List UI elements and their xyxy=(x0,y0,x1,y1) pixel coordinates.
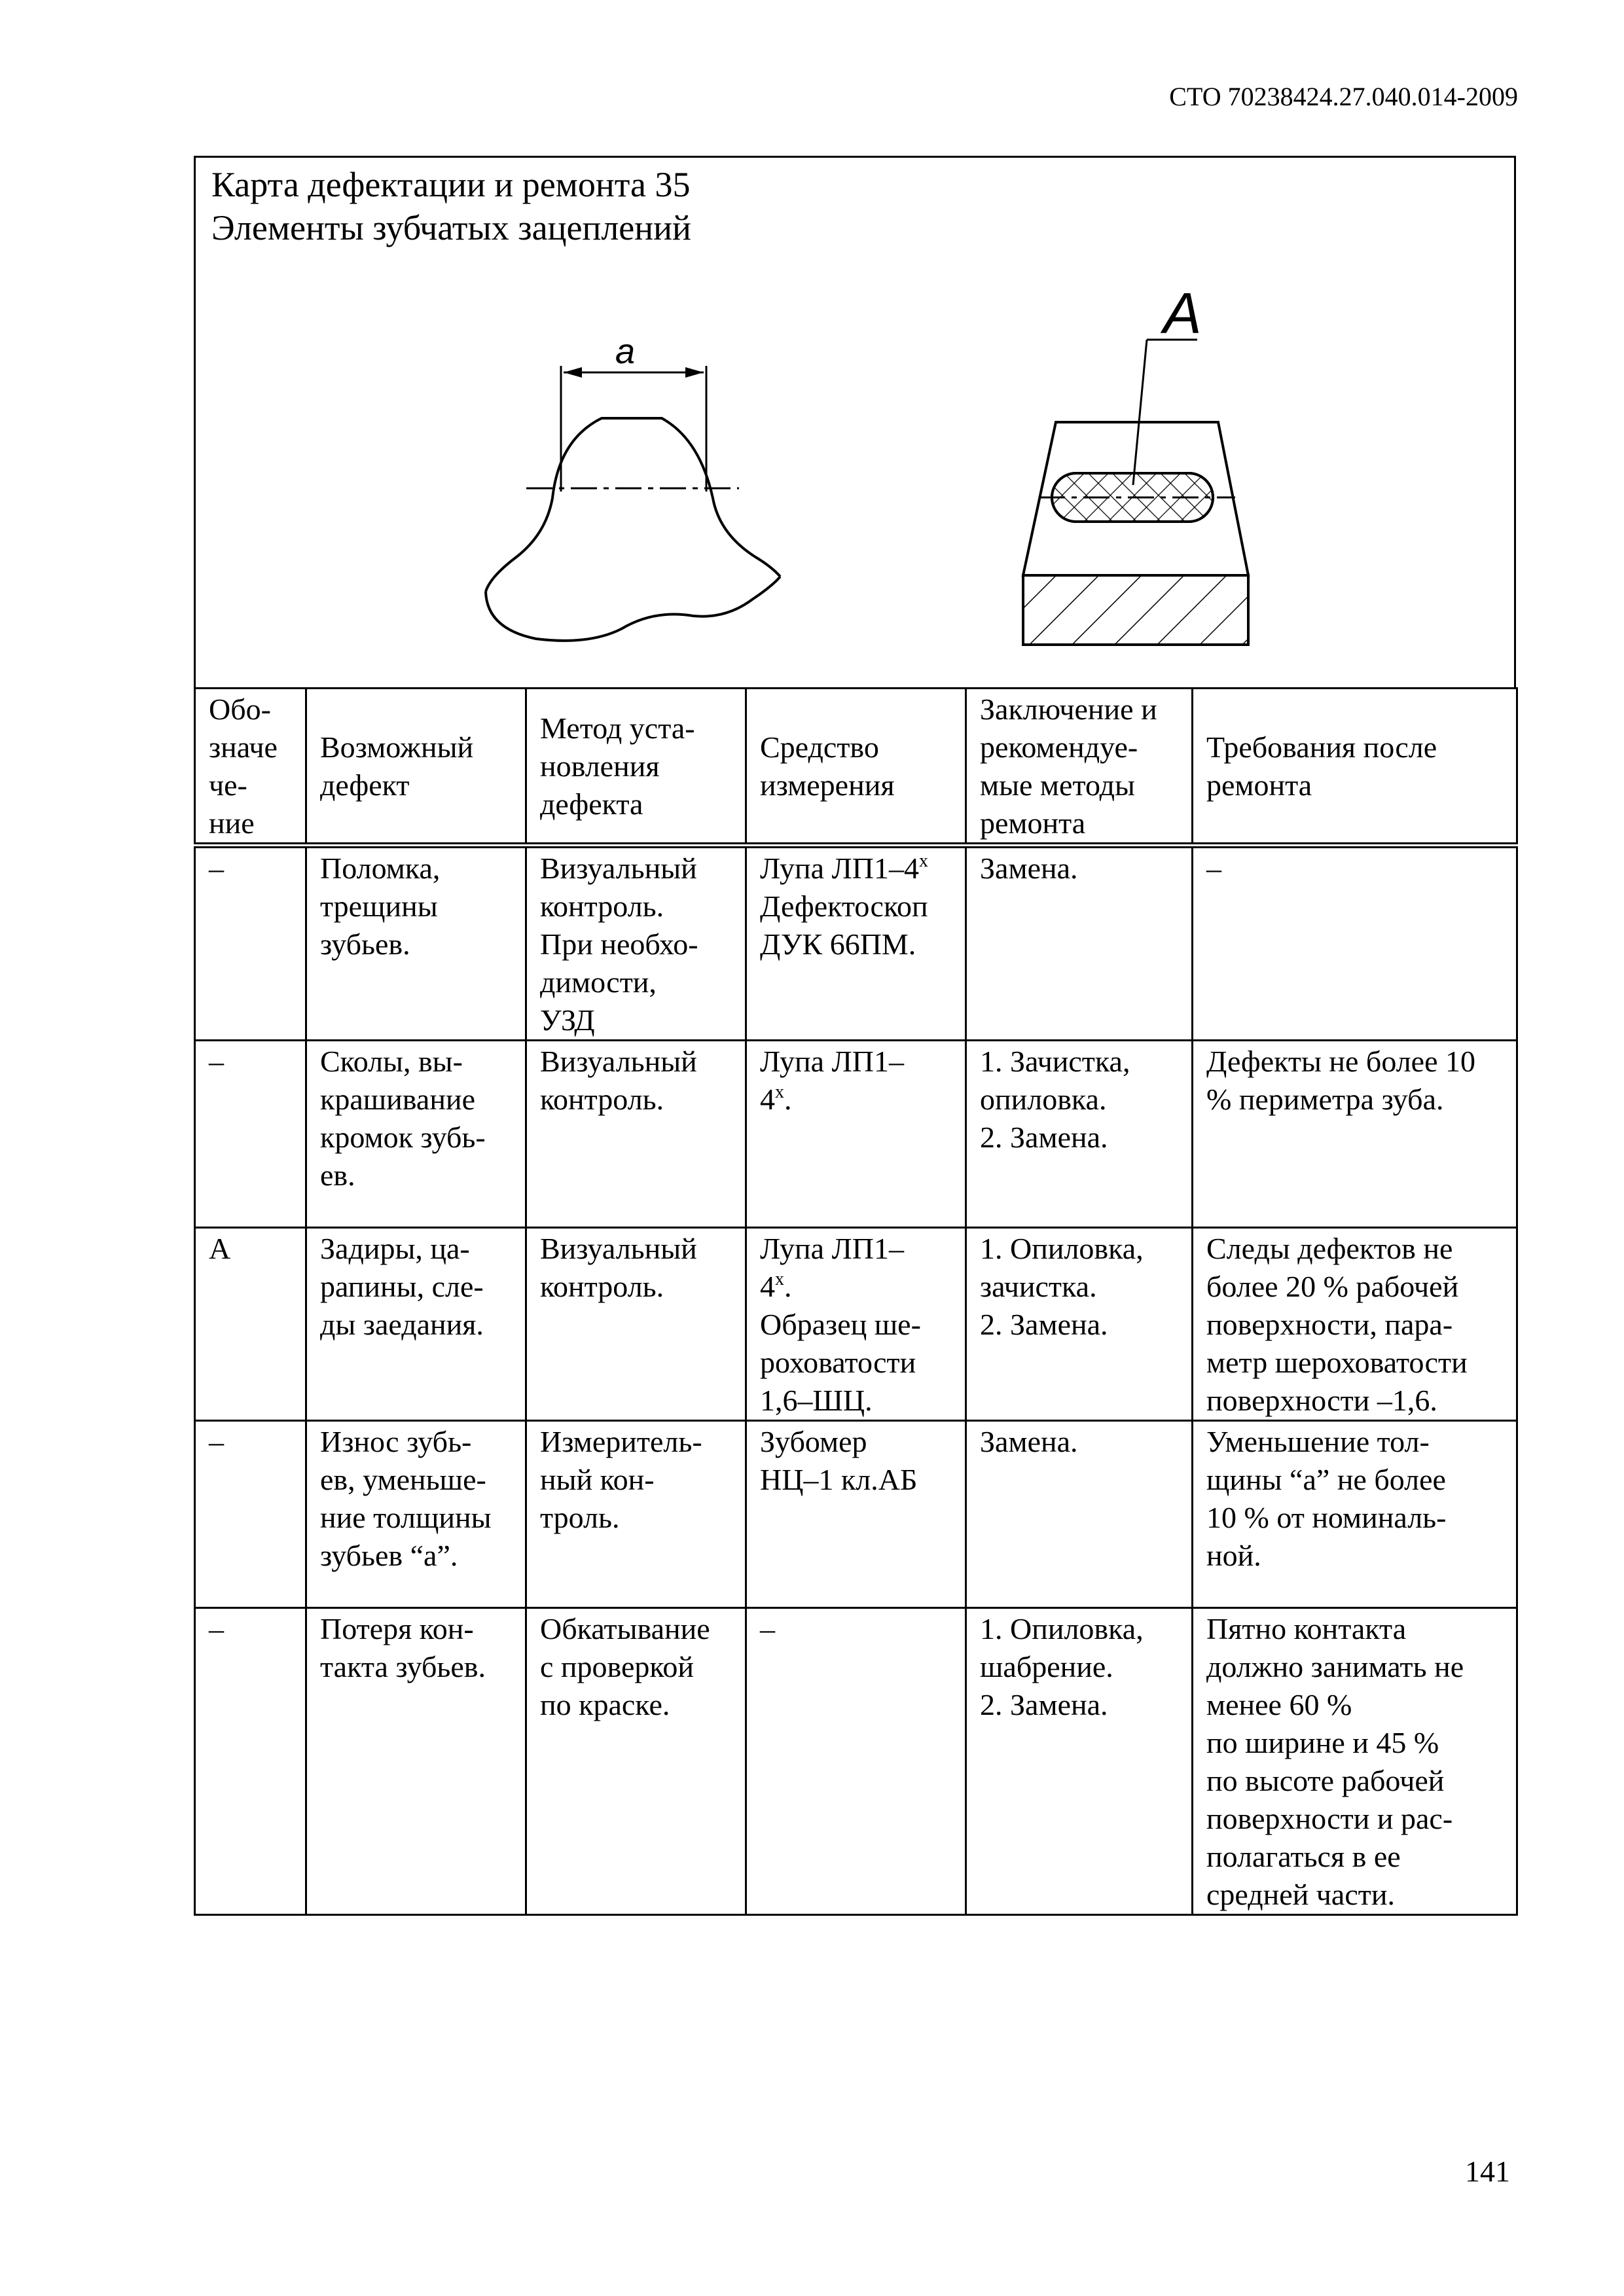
cell-tool xyxy=(746,1608,966,1915)
cell-mark: – xyxy=(195,1608,306,1915)
cell-defect: Поломка, трещины зубьев. xyxy=(306,846,526,1041)
cell-method: Визуальный контроль. При необхо- димости, УЗД xyxy=(526,846,746,1041)
cell-requirement: Дефекты не более 10 % периметра зуба. xyxy=(1193,1041,1517,1228)
cell-repair: Замена. xyxy=(966,846,1193,1041)
defect-table xyxy=(194,687,1518,1916)
tooth-profile-view xyxy=(486,366,780,641)
page-number: 141 xyxy=(1465,2155,1510,2188)
cell-defect: Сколы, вы- крашивание кромок зубь- ев. xyxy=(306,1041,526,1228)
tooth-break-line xyxy=(486,577,780,641)
cell-repair: 1. Опиловка, шабрение. 2. Замена. xyxy=(966,1608,1193,1915)
cell-mark: А xyxy=(195,1228,306,1421)
cell-mark: – xyxy=(195,1041,306,1228)
cell-tool xyxy=(746,846,966,1041)
cell-defect: Износ зубь- ев, уменьше- ние толщины зубьев “а”. xyxy=(306,1421,526,1608)
col-header-defect: Возможный дефект xyxy=(306,689,526,846)
cell-repair: Замена. xyxy=(966,1421,1193,1608)
table-row xyxy=(195,1421,1517,1608)
defect-card xyxy=(194,156,1516,689)
table-row xyxy=(195,846,1517,1041)
table-row xyxy=(195,1041,1517,1228)
tooth-section-hatched xyxy=(1023,575,1248,645)
cell-requirement: Уменьшение тол- щины “а” не более 10 % от номиналь- ной. xyxy=(1193,1421,1517,1608)
cell-defect: Потеря кон- такта зубьев. xyxy=(306,1608,526,1915)
cell-defect: Задиры, ца- рапины, сле- ды заедания. xyxy=(306,1228,526,1421)
cell-method: Визуальный контроль. xyxy=(526,1041,746,1228)
tool-text: Зубомер НЦ–1 кл.АБ xyxy=(760,1425,918,1496)
leader-line xyxy=(1133,340,1147,485)
cell-method: Обкатывание с проверкой по краске. xyxy=(526,1608,746,1915)
cell-tool xyxy=(746,1228,966,1421)
tool-text-cont: Дефектоскоп ДУК 66ПМ. xyxy=(760,889,928,961)
cell-repair: 1. Опиловка, зачистка. 2. Замена. xyxy=(966,1228,1193,1421)
view-label-A: A xyxy=(1163,281,1202,346)
tool-text: Лупа ЛП1–4 xyxy=(760,852,920,885)
document-code: СТО 70238424.27.040.014-2009 xyxy=(1169,82,1518,111)
col-header-requirements: Требования после ремонта xyxy=(1193,689,1517,846)
tooth-profile xyxy=(486,418,780,592)
cell-requirement: Следы дефектов не более 20 % рабочей поверхности, пара- метр шероховатости поверхности –1,6. xyxy=(1193,1228,1517,1421)
col-header-tool: Средство измерения xyxy=(746,689,966,846)
cell-mark: – xyxy=(195,846,306,1041)
table-row xyxy=(195,1228,1517,1421)
table-header-row xyxy=(195,689,1517,846)
tooth-face-view xyxy=(1023,340,1248,645)
col-header-mark: Обо- значе че- ние xyxy=(195,689,306,846)
table-row xyxy=(195,1608,1517,1915)
tool-text: Лупа ЛП1– 4 xyxy=(760,1232,905,1303)
tool-text: – xyxy=(760,1612,775,1645)
cell-repair: 1. Зачистка, опиловка. 2. Замена. xyxy=(966,1041,1193,1228)
cell-tool xyxy=(746,1421,966,1608)
tool-superscript: х xyxy=(775,1082,784,1102)
cell-requirement: Пятно контакта должно занимать не менее 60 % по ширине и 45 % по высоте рабочей поверхности и рас- полагаться в ее средней части. xyxy=(1193,1608,1517,1915)
col-header-repair: Заключение и рекомендуе- мые методы ремонта xyxy=(966,689,1193,846)
col-header-method: Метод уста- новления дефекта xyxy=(526,689,746,846)
cell-requirement: – xyxy=(1193,846,1517,1041)
tool-text: Лупа ЛП1– 4 xyxy=(760,1045,905,1116)
card-title-line-2: Элементы зубчатых зацеплений xyxy=(211,208,691,247)
cell-method: Измеритель- ный кон- троль. xyxy=(526,1421,746,1608)
tool-superscript: х xyxy=(919,851,929,871)
tool-text-cont: . xyxy=(784,1083,792,1116)
dimension-arrow-right xyxy=(685,367,704,378)
dimension-label-a: a xyxy=(615,332,636,371)
cell-tool xyxy=(746,1041,966,1228)
cell-mark: – xyxy=(195,1421,306,1608)
card-title-line-1: Карта дефектации и ремонта 35 xyxy=(211,165,691,204)
tool-superscript: х xyxy=(775,1269,784,1289)
cell-method: Визуальный контроль. xyxy=(526,1228,746,1421)
gear-tooth-drawing xyxy=(196,158,1514,687)
tool-text-cont: . Образец ше- роховатости 1,6–ШЦ. xyxy=(760,1270,921,1417)
dimension-arrow-left xyxy=(564,367,582,378)
